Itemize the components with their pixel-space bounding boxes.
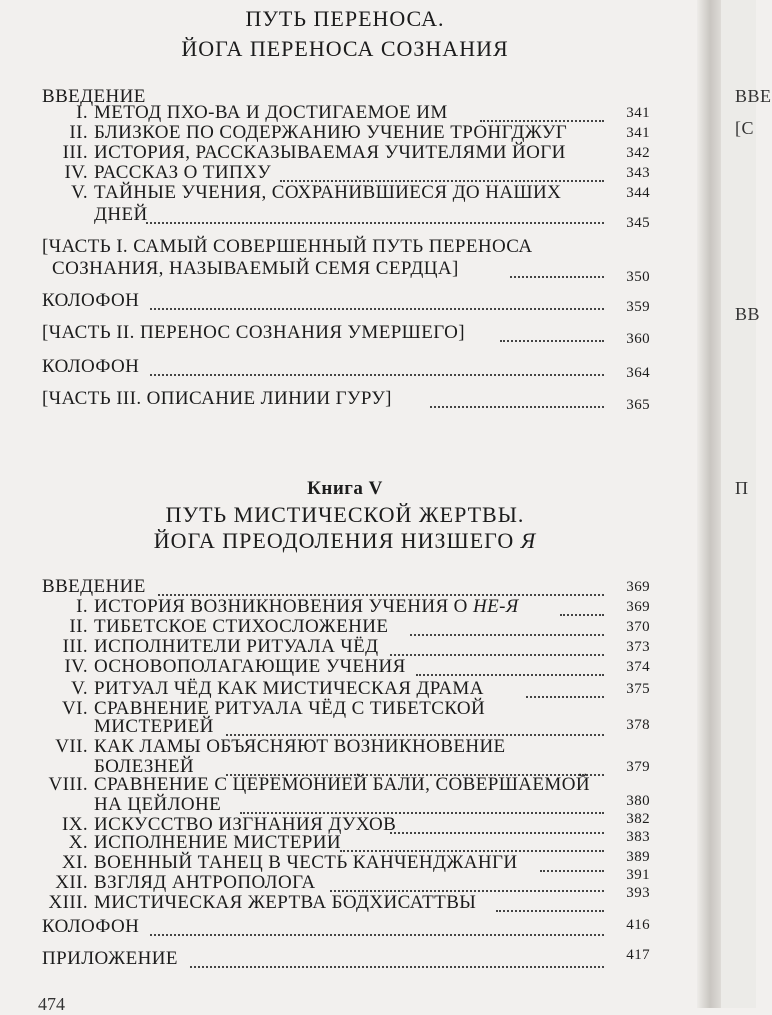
dot-leader: [146, 221, 604, 224]
toc-entry: [40, 236, 650, 258]
toc-page: 379: [626, 759, 650, 775]
toc-page: 378: [626, 717, 650, 733]
section2-title-line1: ПУТЬ МИСТИЧЕСКОЙ ЖЕРТВЫ.: [165, 502, 525, 527]
toc-page: 369: [626, 599, 650, 615]
dot-leader: [416, 673, 604, 676]
toc-title: ИСПОЛНИТЕЛИ РИТУАЛА ЧЁД: [94, 636, 379, 657]
toc-title: РИТУАЛ ЧЁД КАК МИСТИЧЕСКАЯ ДРАМА: [94, 678, 484, 699]
toc-title: ИСПОЛНЕНИЕ МИСТЕРИИ: [94, 832, 342, 853]
toc-number: III.: [62, 142, 88, 163]
toc-number: VIII.: [48, 774, 88, 795]
toc-title: ВОЕННЫЙ ТАНЕЦ В ЧЕСТЬ КАНЧЕНДЖАНГИ: [94, 852, 518, 873]
toc-page: 360: [626, 331, 650, 347]
adjacent-fragment: ВВ: [735, 304, 761, 324]
toc-entry: [40, 849, 650, 874]
toc-entry: [40, 322, 650, 347]
toc-entry: [40, 616, 650, 638]
toc-title: ВЗГЛЯД АНТРОПОЛОГА: [94, 872, 316, 893]
toc-page: 359: [626, 299, 650, 315]
toc-page: 389: [626, 849, 650, 865]
toc-number: XIII.: [48, 892, 88, 913]
toc-entry: [40, 596, 650, 618]
toc-title: КОЛОФОН: [42, 290, 140, 311]
toc-entry: [40, 142, 650, 164]
book-gutter: [697, 0, 721, 1008]
toc-page: 341: [626, 105, 650, 121]
toc-page: 342: [626, 145, 650, 161]
toc-title: ВВЕДЕНИЕ: [42, 86, 146, 107]
toc-number: IX.: [62, 814, 88, 835]
toc-page: 373: [626, 639, 650, 655]
toc-title: ТИБЕТСКОЕ СТИХОСЛОЖЕНИЕ: [94, 616, 389, 637]
toc-entry: [40, 122, 650, 144]
toc-entry: [40, 204, 650, 231]
toc-entry: [40, 656, 650, 678]
toc-number: XII.: [55, 872, 88, 893]
toc-page: 370: [626, 619, 650, 635]
toc-title: ОСНОВОПОЛАГАЮЩИЕ УЧЕНИЯ: [94, 656, 406, 677]
toc-entry: [40, 867, 650, 894]
toc-title: РАССКАЗ О ТИПХУ: [94, 162, 272, 183]
book-label: Книга V: [307, 478, 383, 499]
toc-entry: [40, 948, 650, 970]
toc-entry: [40, 258, 650, 285]
toc-entry: [40, 290, 650, 315]
toc-page: 380: [626, 793, 650, 809]
toc-entry: [40, 576, 650, 598]
toc-title: СОЗНАНИЯ, НАЗЫВАЕМЫЙ СЕМЯ СЕРДЦА]: [52, 258, 459, 279]
toc-entry: [40, 716, 650, 738]
toc-title: [94, 596, 519, 618]
toc-title: КОЛОФОН: [42, 916, 140, 937]
toc-page: 345: [626, 215, 650, 231]
dot-leader: [150, 307, 604, 310]
toc-title: ПРИЛОЖЕНИЕ: [42, 948, 178, 969]
toc-title: ИСТОРИЯ, РАССКАЗЫВАЕМАЯ УЧИТЕЛЯМИ ЙОГИ: [94, 142, 566, 163]
toc-title: МИСТЕРИЕЙ: [94, 716, 214, 737]
toc-number: I.: [76, 596, 88, 617]
toc-page: 364: [626, 365, 650, 381]
section2-title-prefix: ЙОГА ПРЕОДОЛЕНИЯ НИЗШЕГО: [153, 528, 521, 553]
toc-entry: [40, 182, 650, 204]
toc-page: 365: [626, 397, 650, 413]
toc-page: 341: [626, 125, 650, 141]
adjacent-fragment: П: [735, 478, 749, 498]
toc-entry: [40, 678, 650, 700]
toc-title: КОЛОФОН: [42, 356, 140, 377]
toc-page: 344: [626, 185, 650, 201]
toc-number: V.: [71, 678, 88, 699]
toc-title: ТАЙНЫЕ УЧЕНИЯ, СОХРАНИВШИЕСЯ ДО НАШИХ: [94, 182, 562, 203]
dot-leader: [430, 405, 604, 408]
toc-page: 350: [626, 269, 650, 285]
section2-title-italic: Я: [520, 528, 537, 553]
toc-number: XI.: [62, 852, 88, 873]
toc-entry: [40, 916, 650, 938]
adjacent-fragment: ВВЕ: [735, 86, 772, 106]
toc-entry: [40, 736, 650, 758]
toc-entry: [40, 356, 650, 381]
toc-title: МИСТИЧЕСКАЯ ЖЕРТВА БОДХИСАТТВЫ: [94, 892, 477, 913]
section2-title-line2: [0, 528, 690, 554]
toc-page: 417: [626, 947, 650, 963]
toc-title: ВВЕДЕНИЕ: [42, 576, 146, 597]
toc-entry: [40, 774, 650, 796]
toc-number: V.: [71, 182, 88, 203]
toc-number: VII.: [55, 736, 88, 757]
toc-number: II.: [69, 122, 88, 143]
toc-number: VI.: [62, 698, 88, 719]
toc-title: [ЧАСТЬ I. САМЫЙ СОВЕРШЕННЫЙ ПУТЬ ПЕРЕНОСА: [42, 236, 533, 257]
toc-page: 393: [626, 885, 650, 901]
toc-title: СРАВНЕНИЕ С ЦЕРЕМОНИЕЙ БАЛИ, СОВЕРШАЕМОЙ: [94, 774, 590, 795]
toc-entry: [40, 829, 650, 854]
toc-page: 416: [626, 917, 650, 933]
toc-title: ДНЕЙ: [94, 204, 148, 225]
toc-page: 391: [626, 867, 650, 883]
toc-page: 382: [626, 811, 650, 827]
toc-title: [ЧАСТЬ II. ПЕРЕНОС СОЗНАНИЯ УМЕРШЕГО]: [42, 322, 466, 343]
toc-title: НА ЦЕЙЛОНЕ: [94, 794, 222, 815]
toc-number: II.: [69, 616, 88, 637]
toc-number: III.: [62, 636, 88, 657]
toc-page: 374: [626, 659, 650, 675]
toc-page: 369: [626, 579, 650, 595]
section1-title-line2: ЙОГА ПЕРЕНОСА СОЗНАНИЯ: [181, 36, 509, 61]
toc-title-italic: НЕ-Я: [472, 596, 519, 617]
toc-title: [ЧАСТЬ III. ОПИСАНИЕ ЛИНИИ ГУРУ]: [42, 388, 392, 409]
toc-number: IV.: [64, 656, 88, 677]
toc-entry: [40, 885, 650, 914]
dot-leader: [510, 275, 604, 278]
toc-title: БОЛЕЗНЕЙ: [94, 756, 195, 777]
toc-title: СРАВНЕНИЕ РИТУАЛА ЧЁД С ТИБЕТСКОЙ: [94, 698, 486, 719]
dot-leader: [500, 339, 604, 342]
toc-entry: [40, 636, 650, 658]
toc-number: IV.: [64, 162, 88, 183]
section1-title-line1: ПУТЬ ПЕРЕНОСА.: [245, 6, 445, 31]
toc-title: ИСКУССТВО ИЗГНАНИЯ ДУХОВ: [94, 814, 397, 835]
toc-number: X.: [68, 832, 88, 853]
toc-page: 375: [626, 681, 650, 697]
dot-leader: [190, 965, 604, 968]
toc-title: МЕТОД ПХО-ВА И ДОСТИГАЕМОЕ ИМ: [94, 102, 448, 123]
adjacent-page: [721, 0, 772, 1008]
dot-leader: [150, 373, 604, 376]
toc-title: КАК ЛАМЫ ОБЪЯСНЯЮТ ВОЗНИКНОВЕНИЕ: [94, 736, 506, 757]
page-number: 474: [38, 994, 65, 1014]
toc-title-text: ИСТОРИЯ ВОЗНИКНОВЕНИЯ УЧЕНИЯ О: [94, 596, 473, 617]
toc-page: 343: [626, 165, 650, 181]
toc-page: 383: [626, 829, 650, 845]
dot-leader: [496, 909, 604, 912]
toc-title: БЛИЗКОЕ ПО СОДЕРЖАНИЮ УЧЕНИЕ ТРОНГДЖУГ: [94, 122, 568, 143]
adjacent-fragment: [С: [735, 118, 754, 138]
toc-number: I.: [76, 102, 88, 123]
dot-leader: [150, 933, 604, 936]
toc-entry: [40, 162, 650, 184]
toc-entry: [40, 102, 650, 124]
toc-entry: [40, 794, 650, 816]
toc-entry: [40, 388, 650, 413]
